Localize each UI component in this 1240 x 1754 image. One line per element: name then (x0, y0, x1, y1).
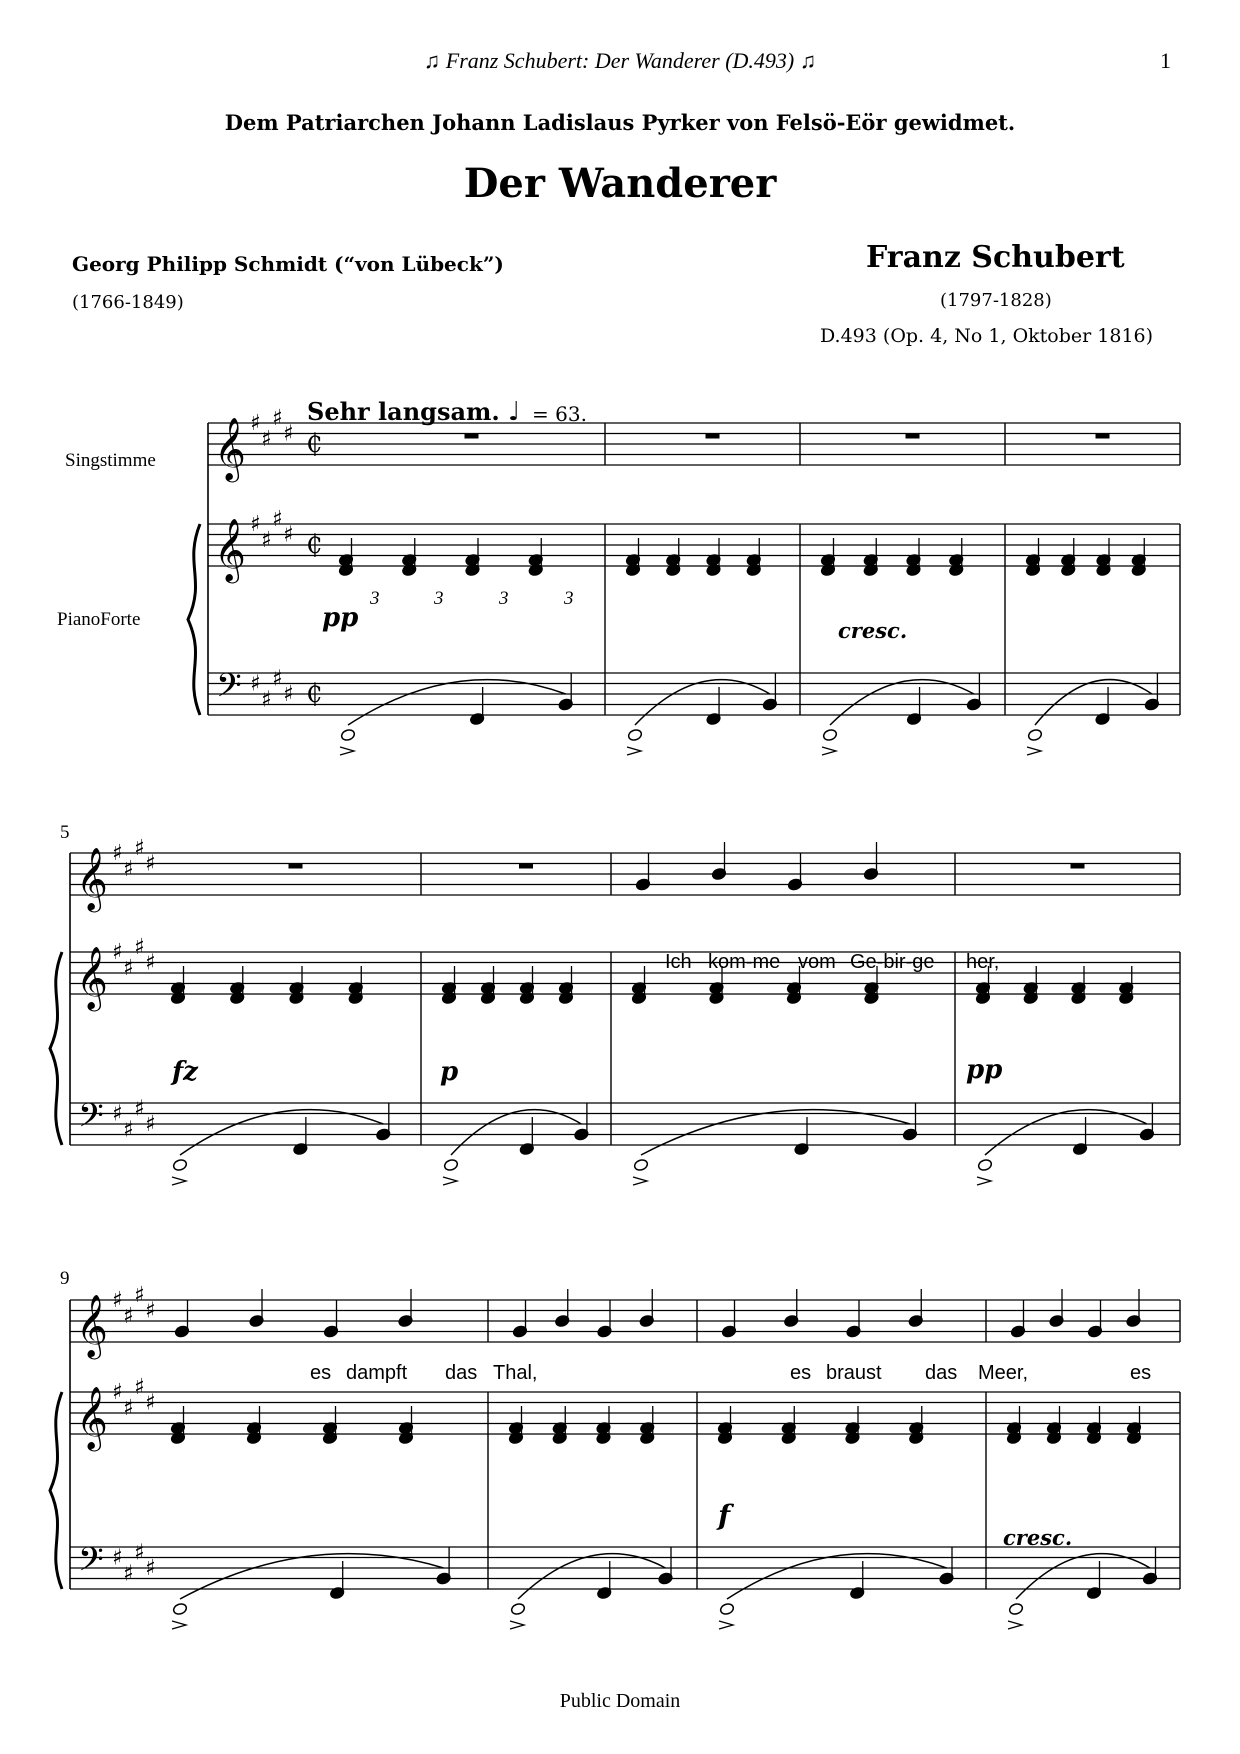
tempo-bpm: = 63. (532, 402, 587, 426)
staff-lines (70, 423, 1180, 1589)
lyric-syllable: Ge-bir-ge (850, 951, 935, 973)
running-header: ♫ Franz Schubert: Der Wanderer (D.493) ♫ (423, 48, 817, 73)
accent-mark (172, 1177, 186, 1185)
slur (180, 1554, 444, 1599)
triplet-mark: 3 (564, 588, 574, 609)
dynamic-pp: pp (322, 603, 359, 633)
accent-mark (627, 747, 641, 755)
lyric-syllable: es (1130, 1362, 1152, 1384)
footer-license: Public Domain (559, 1690, 681, 1712)
sharp-sign: ♯ (123, 1303, 134, 1329)
note-head (443, 1158, 458, 1171)
sharp-sign: ♯ (145, 851, 156, 877)
dynamic-f: f (718, 1499, 731, 1532)
cut-time-icon: ₵ (306, 429, 323, 459)
sharp-sign: ♯ (261, 687, 272, 713)
lyric-syllable: das (925, 1362, 958, 1384)
sharp-sign: ♯ (272, 666, 283, 692)
whole-rest (1071, 864, 1085, 869)
slur (635, 680, 770, 725)
quarter-note-icon: ♩ (508, 397, 521, 427)
lyric-syllable: Meer, (978, 1362, 1029, 1384)
slur (451, 1110, 581, 1155)
note-head (340, 728, 355, 741)
dynamic-pp: pp (966, 1055, 1003, 1085)
sharp-sign: ♯ (112, 1380, 123, 1405)
brace (50, 1392, 62, 1589)
accent-mark (1008, 1621, 1022, 1629)
sharp-sign: ♯ (145, 950, 156, 976)
bass-clef-icon: 𝄢 (78, 1541, 104, 1587)
treble-clef-icon: 𝄞 (76, 1294, 108, 1357)
music-notation (50, 406, 1180, 1629)
note-head (822, 728, 837, 741)
lyric-syllable: es (310, 1362, 332, 1384)
sharp-sign: ♯ (272, 405, 283, 431)
sharp-sign: ♯ (112, 940, 123, 965)
treble-clef-icon: 𝄞 (76, 946, 108, 1009)
note-head (172, 1602, 187, 1615)
slur (830, 680, 974, 725)
whole-rest (906, 434, 920, 439)
whole-rest (289, 864, 303, 869)
note-head (1027, 728, 1042, 741)
sharp-sign: ♯ (283, 421, 294, 447)
sharp-sign: ♯ (250, 411, 261, 436)
dynamic-p: p (440, 1057, 459, 1087)
whole-rest (706, 434, 720, 439)
sharp-sign: ♯ (112, 1545, 123, 1571)
composer-dates: (1797-1828) (940, 290, 1052, 311)
sharp-sign: ♯ (112, 1288, 123, 1313)
sharp-sign: ♯ (272, 506, 283, 532)
slur (180, 1110, 383, 1155)
accent-mark (443, 1177, 457, 1185)
slur (1035, 680, 1152, 725)
slur (727, 1554, 947, 1599)
note-head (633, 1158, 648, 1171)
lyric-syllable: das (445, 1362, 478, 1384)
sharp-sign: ♯ (145, 1390, 156, 1416)
tempo-marking: Sehr langsam. (307, 397, 500, 426)
sharp-sign: ♯ (123, 1117, 134, 1143)
brace (50, 952, 62, 1145)
lyric-syllable: kom-me (708, 951, 781, 973)
accent-mark (977, 1177, 991, 1185)
note-head (1008, 1602, 1023, 1615)
note-head (719, 1602, 734, 1615)
accent-mark (172, 1621, 186, 1629)
catalog-number: D.493 (Op. 4, No 1, Oktober 1816) (820, 325, 1154, 347)
brace (188, 524, 200, 715)
accent-mark (340, 747, 354, 755)
lyric-syllable: vom (798, 951, 836, 973)
slur (518, 1554, 666, 1599)
treble-clef-icon: 𝄞 (76, 847, 108, 910)
lyric-syllable: braust (826, 1362, 882, 1384)
dynamic-fz: fz (172, 1057, 198, 1087)
triplet-mark: 3 (370, 588, 380, 609)
poet-dates: (1766-1849) (72, 292, 184, 313)
piano-label: PianoForte (57, 609, 141, 630)
sharp-sign: ♯ (134, 1282, 145, 1308)
poet-name: Georg Philipp Schmidt (“von Lübeck”) (72, 252, 504, 276)
whole-rest (519, 864, 533, 869)
sharp-sign: ♯ (134, 1374, 145, 1400)
sharp-sign: ♯ (145, 1556, 156, 1581)
lyric-syllable: her, (966, 951, 1000, 973)
slur (641, 1110, 910, 1155)
cut-time-icon: ₵ (306, 530, 323, 560)
accent-mark (1027, 747, 1041, 755)
voice-label: Singstimme (65, 450, 156, 471)
accent-mark (822, 747, 836, 755)
dynamic-cresc: cresc. (838, 618, 908, 643)
sharp-sign: ♯ (145, 1298, 156, 1324)
measure-number-5: 5 (60, 822, 70, 843)
sharp-sign: ♯ (123, 1395, 134, 1421)
bass-clef-icon: 𝄢 (78, 1097, 104, 1143)
slur (985, 1110, 1147, 1155)
lyric-syllable: es (790, 1362, 812, 1384)
measure-number-9: 9 (60, 1268, 70, 1289)
sharp-sign: ♯ (283, 522, 294, 548)
treble-clef-icon: 𝄞 (76, 1386, 108, 1449)
sharp-sign: ♯ (134, 1540, 145, 1566)
lyric-syllable: dampft (346, 1362, 408, 1384)
whole-rest (1096, 434, 1110, 439)
lyric-syllable: Thal, (493, 1362, 538, 1384)
sharp-sign: ♯ (261, 527, 272, 553)
accent-mark (719, 1621, 733, 1629)
note-head (510, 1602, 525, 1615)
treble-clef-icon: 𝄞 (214, 417, 246, 480)
whole-rest (465, 434, 479, 439)
note-head (172, 1158, 187, 1171)
bass-clef-icon: 𝄢 (216, 667, 242, 713)
slur (348, 680, 566, 725)
sharp-sign: ♯ (261, 426, 272, 452)
sharp-sign: ♯ (134, 934, 145, 960)
cut-time-icon: ₵ (306, 679, 323, 709)
triplet-mark: 3 (499, 588, 509, 609)
treble-clef-icon: 𝄞 (214, 518, 246, 581)
slur (1016, 1554, 1150, 1599)
sharp-sign: ♯ (283, 682, 294, 707)
note-head (977, 1158, 992, 1171)
triplet-mark: 3 (434, 588, 444, 609)
dynamic-cresc: cresc. (1003, 1525, 1073, 1550)
note-head (627, 728, 642, 741)
sharp-sign: ♯ (134, 835, 145, 861)
sharp-sign: ♯ (123, 1561, 134, 1587)
composer-name: Franz Schubert (866, 240, 1125, 275)
sharp-sign: ♯ (250, 671, 261, 697)
page-number: 1 (1160, 48, 1171, 73)
sharp-sign: ♯ (145, 1112, 156, 1137)
sharp-sign: ♯ (250, 512, 261, 537)
sharp-sign: ♯ (112, 1101, 123, 1127)
lyric-syllable: Ich (665, 951, 692, 973)
piece-title: Der Wanderer (463, 160, 777, 207)
sharp-sign: ♯ (134, 1096, 145, 1122)
sharp-sign: ♯ (123, 856, 134, 882)
sharp-sign: ♯ (123, 955, 134, 981)
sharp-sign: ♯ (112, 841, 123, 866)
dedication: Dem Patriarchen Johann Ladislaus Pyrker von Felsö-Eör gewidmet. (224, 110, 1016, 135)
accent-mark (510, 1621, 524, 1629)
accent-mark (633, 1177, 647, 1185)
